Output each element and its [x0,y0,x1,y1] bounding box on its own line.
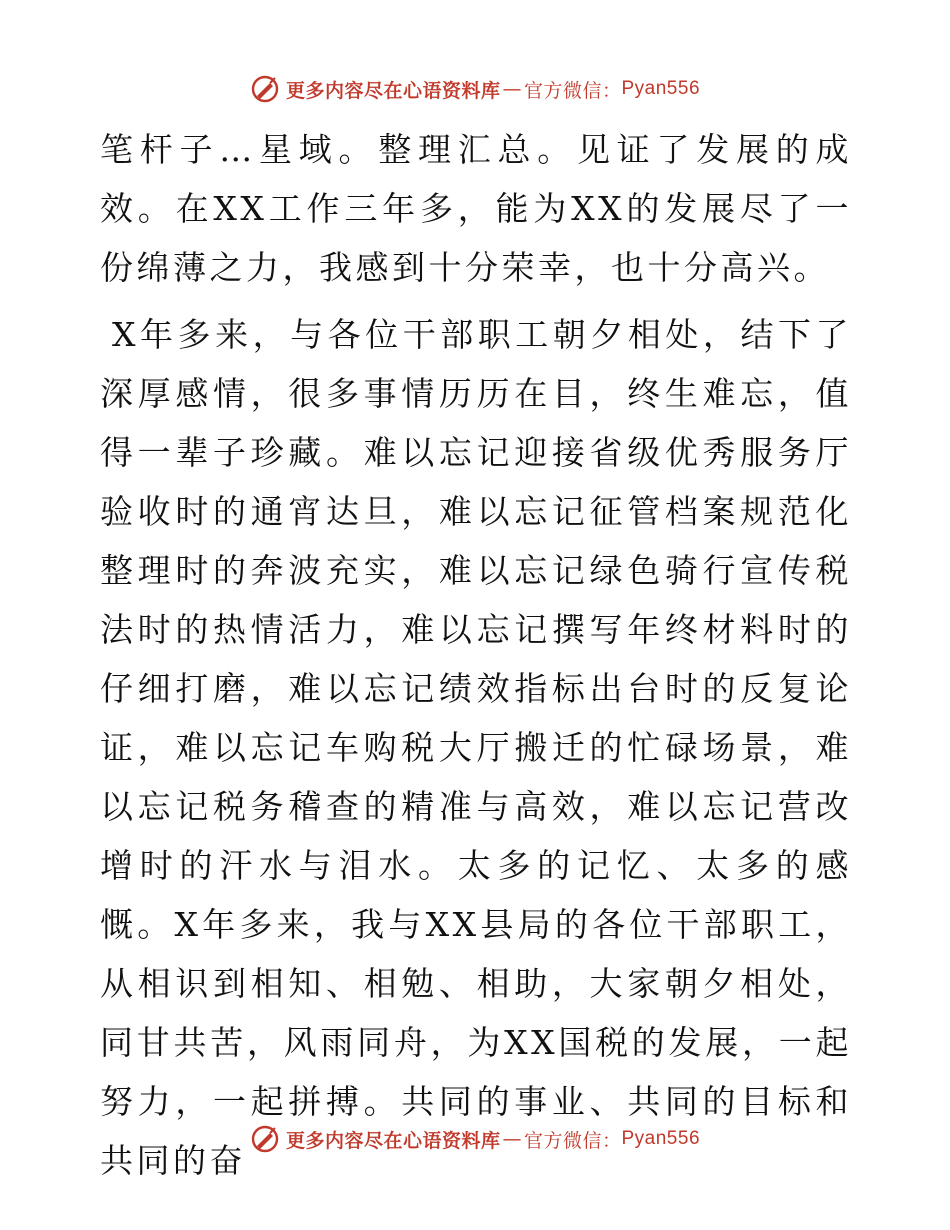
watermark-brand-text: 更多内容尽在心语资料库 [285,1129,501,1152]
quill-circle-logo-icon [250,1124,280,1154]
header-watermark-banner [0,72,950,106]
watermark-brand-text: 更多内容尽在心语资料库 [285,79,501,102]
watermark-handle: Pyan556 [621,1128,701,1149]
paragraph-1: 笔杆子…星域。整理汇总。见证了发展的成效。在XX工作三年多，能为XX的发展尽了一份绵薄之力，我感到十分荣幸，也十分高兴。 [100,130,852,287]
watermark-dash: — [502,78,522,100]
watermark-wechat-label: 官方微信： [523,79,622,102]
quill-circle-logo-icon [250,74,280,104]
watermark-dash: — [502,1128,522,1150]
paragraph-2: X年多来，与各位干部职工朝夕相处，结下了深厚感情，很多事情历历在目，终生难忘，值得一辈子珍藏。难以忘记迎接省级优秀服务厅验收时的通宵达旦，难以忘记征管档案规范化整理时的奔波充实，难以忘记绿色骑行宣传税法时的热情活力，难以忘记撰写年终材料时的仔细打磨，难以忘记绩效指标出台时的反复论证，难以忘记车购税大厅搬迁的忙碌场景，难以忘记税务稽查的精准与高效，难以忘记营改增时的汗水与泪水。太多的记忆、太多的感慨。X年多来，我与XX县局的各位干部职工，从相识到相知、相勉、相助，大家朝夕相处，同甘共苦，风雨同舟，为XX国税的发展，一起努力，一起拼搏。共同的事业、共同的目标和共同的奋 [100,315,852,1180]
watermark-handle: Pyan556 [621,78,701,99]
footer-watermark-banner [0,1122,950,1156]
watermark-wechat-label: 官方微信： [523,1129,622,1152]
document-body [100,120,852,1190]
